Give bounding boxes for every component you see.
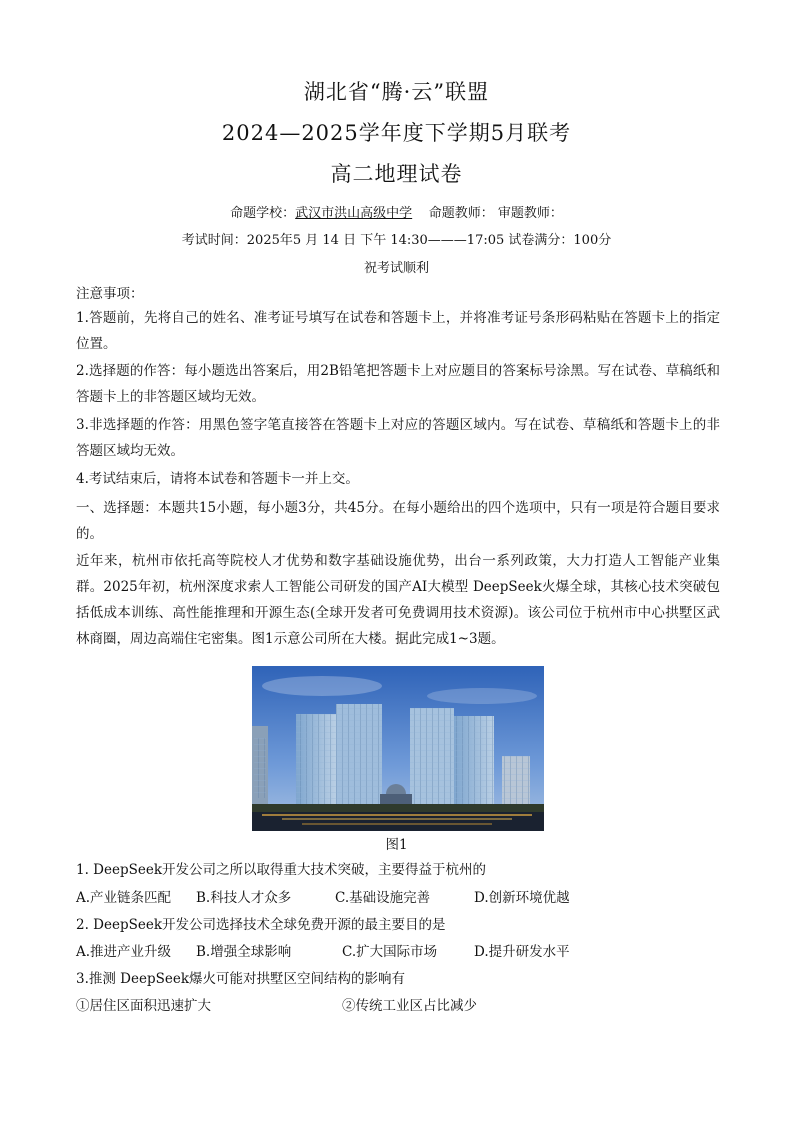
exam-title: 2024—2025学年度下学期5月联考 [221,121,572,145]
option: A.推进产业升级 [76,944,172,960]
option: ②传统工业区占比减少 [342,998,477,1014]
school-name: 武汉市洪山高级中学 [295,206,413,221]
figure-caption: 图1 [385,837,408,853]
org-title: 湖北省“腾·云”联盟 [303,80,490,104]
note-item: 1.答题前，先将自己的姓名、准考证号填写在试卷和答题卡上，并将准考证号条形码粘贴在答题卡上的指定位置。 [76,310,720,352]
good-luck: 祝考试顺利 [363,261,429,276]
subject-title: 高二地理试卷 [330,162,463,186]
note-item: 4.考试结束后，请将本试卷和答题卡一并上交。 [76,471,359,487]
office-building-photo [252,666,544,831]
teachers-label: 命题教师： 审题教师： [428,206,563,221]
question-stem: 2. DeepSeek开发公司选择技术全球免费开源的最主要目的是 [76,917,446,933]
option: A.产业链条匹配 [76,890,172,906]
option: ①居住区面积迅速扩大 [76,998,211,1014]
option: D.创新环境优越 [474,890,570,906]
reading-passage: 近年来，杭州市依托高等院校人才优势和数字基础设施优势，出台一系列政策，大力打造人工智能产业集群。2025年初，杭州深度求索人工智能公司研发的国产AI大模型 DeepSeek火爆全球，其核心技术突破包括低成本训练、高性能推理和开源生态(全球开发者可免费调用技术资源)。该公司位于杭州市中心拱墅区武林商圈，周边高端住宅密集。图1示意公司所在大楼。据此完成1~3题。 [76,553,720,647]
option: C.扩大国际市场 [342,944,438,960]
exam-time: 考试时间：2025年5 月 14 日 下午 14:30———17:05 试卷满分：100分 [181,233,612,248]
option: B.科技人才众多 [196,890,292,906]
school-label: 命题学校： [230,206,296,221]
note-item: 2.选择题的作答：每小题选出答案后，用2B铅笔把答题卡上对应题目的答案标号涂黑。写在试卷、草稿纸和答题卡上的非答题区域均无效。 [76,363,720,405]
section-intro: 一、选择题：本题共15小题，每小题3分，共45分。在每小题给出的四个选项中，只有一项是符合题目要求的。 [76,500,720,542]
question-stem: 3.推测 DeepSeek爆火可能对拱墅区空间结构的影响有 [76,971,406,987]
option: D.提升研发水平 [474,944,570,960]
note-item: 3.非选择题的作答：用黑色签字笔直接答在答题卡上对应的答题区域内。写在试卷、草稿纸和答题卡上的非答题区域均无效。 [76,417,720,459]
authors-line [0,202,793,221]
notes-heading: 注意事项： [76,286,144,302]
option: B.增强全球影响 [196,944,292,960]
option: C.基础设施完善 [335,890,431,906]
question-stem: 1. DeepSeek开发公司之所以取得重大技术突破，主要得益于杭州的 [76,862,487,878]
